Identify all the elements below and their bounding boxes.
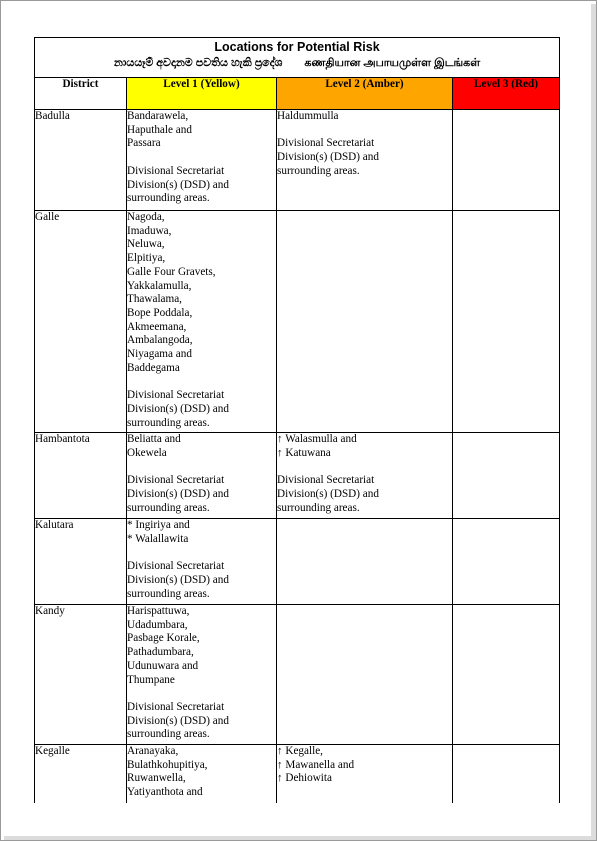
location-line: ↑ Dehiowita xyxy=(277,772,332,785)
location-line: ↑ Kegalle, xyxy=(277,745,323,757)
location-line: Bandarawela, xyxy=(127,110,189,122)
risk-locations-table xyxy=(34,37,560,803)
location-line: ↑ Mawanella and xyxy=(277,758,355,771)
location-line: Nagoda, xyxy=(127,211,165,223)
location-line: Division(s) (DSD) and xyxy=(127,178,229,191)
level1-cell xyxy=(127,433,277,519)
location-line: Thumpane xyxy=(127,673,175,686)
location-line: Pasbage Korale, xyxy=(127,632,200,645)
location-line xyxy=(127,460,276,474)
page-subtitle xyxy=(35,56,559,70)
location-line: Aranayaka, xyxy=(127,745,179,757)
location-line: Divisional Secretariat xyxy=(277,474,375,487)
level1-cell xyxy=(127,211,277,433)
location-line: ↑ Walasmulla and xyxy=(277,433,357,445)
location-line: Okewela xyxy=(127,446,167,459)
location-line: surrounding areas. xyxy=(127,728,210,741)
location-line: Niyagama and xyxy=(127,348,192,361)
table-row xyxy=(35,433,560,519)
location-line: Ambalangoda, xyxy=(127,334,193,347)
location-line: Beliatta and xyxy=(127,433,181,445)
location-line: Akmeemana, xyxy=(127,320,187,333)
level1-cell xyxy=(127,605,277,745)
table-row xyxy=(35,605,560,745)
level1-cell xyxy=(127,519,277,605)
level3-cell xyxy=(453,745,560,803)
location-line: Udadumbara, xyxy=(127,618,188,631)
subtitle-tamil: கணதியான அபாயமுள்ள இடங்கள் xyxy=(304,57,481,69)
table-row xyxy=(35,211,560,433)
location-line: Elpitiya, xyxy=(127,252,166,265)
page-shadow xyxy=(4,836,596,840)
location-line xyxy=(277,460,452,474)
district-cell: Kegalle xyxy=(35,745,127,803)
location-line: Harispattuwa, xyxy=(127,605,190,617)
district-cell: Hambantota xyxy=(35,433,127,519)
page-shadow xyxy=(591,4,596,840)
column-header-level1: Level 1 (Yellow) xyxy=(127,78,277,110)
location-line xyxy=(127,375,276,389)
location-line: * Ingiriya and xyxy=(127,519,190,531)
location-line: Division(s) (DSD) and xyxy=(277,487,379,500)
level3-cell xyxy=(453,433,560,519)
location-line: ↑ Katuwana xyxy=(277,446,331,459)
location-line: Galle Four Gravets, xyxy=(127,265,216,278)
location-line: Neluwa, xyxy=(127,238,165,251)
level1-cell xyxy=(127,745,277,803)
location-line: surrounding areas. xyxy=(127,416,210,429)
column-header-district: District xyxy=(35,78,127,110)
location-line: Baddegama xyxy=(127,361,180,374)
location-line xyxy=(127,687,276,701)
level2-cell xyxy=(277,605,453,745)
location-line xyxy=(127,151,276,165)
location-line: Divisional Secretariat xyxy=(127,700,225,713)
location-line: Bope Poddala, xyxy=(127,306,193,319)
level3-cell xyxy=(453,110,560,211)
level2-cell xyxy=(277,433,453,519)
location-line: surrounding areas. xyxy=(127,192,210,205)
table-row xyxy=(35,519,560,605)
location-line: surrounding areas. xyxy=(127,501,210,514)
location-line: * Walallawita xyxy=(127,532,189,545)
subtitle-sinhala: නායයෑම් අවදානම පවතිය හැකි ප්‍රදේශ xyxy=(113,57,283,69)
location-line xyxy=(127,546,276,560)
location-line: Division(s) (DSD) and xyxy=(127,714,229,727)
location-line: Divisional Secretariat xyxy=(127,389,225,402)
location-line: Division(s) (DSD) and xyxy=(127,487,229,500)
table-row xyxy=(35,110,560,211)
location-line: Division(s) (DSD) and xyxy=(277,151,379,164)
location-line: Division(s) (DSD) and xyxy=(127,402,229,415)
location-line: Divisional Secretariat xyxy=(127,164,225,177)
district-cell: Badulla xyxy=(35,110,127,211)
level3-cell xyxy=(453,519,560,605)
location-line: Passara xyxy=(127,137,161,150)
level2-cell xyxy=(277,110,453,211)
location-line: Divisional Secretariat xyxy=(127,474,225,487)
page-title: Locations for Potential Risk xyxy=(214,40,380,54)
level3-cell xyxy=(453,605,560,745)
table-row xyxy=(35,745,560,803)
location-line: Udunuwara and xyxy=(127,659,199,672)
location-line: Yakkalamulla, xyxy=(127,279,192,292)
level2-cell xyxy=(277,519,453,605)
district-cell: Kalutara xyxy=(35,519,127,605)
level1-cell xyxy=(127,110,277,211)
location-line: surrounding areas. xyxy=(277,164,360,177)
table-title-cell xyxy=(35,38,560,78)
location-line: Yatiyanthota and xyxy=(127,786,203,799)
district-cell: Galle xyxy=(35,211,127,433)
location-line: Division(s) (DSD) and xyxy=(127,573,229,586)
location-line xyxy=(277,124,452,138)
location-line: Thawalama, xyxy=(127,293,182,306)
level2-cell xyxy=(277,211,453,433)
location-line: Bulathkohupitiya, xyxy=(127,758,208,771)
location-line: Haputhale and xyxy=(127,123,192,136)
location-line: Haldummulla xyxy=(277,110,339,122)
location-line: surrounding areas. xyxy=(277,501,360,514)
location-line: Pathadumbara, xyxy=(127,646,194,659)
column-header-level2: Level 2 (Amber) xyxy=(277,78,453,110)
location-line: Divisional Secretariat xyxy=(277,137,375,150)
location-line: surrounding areas. xyxy=(127,587,210,600)
location-line: Imaduwa, xyxy=(127,224,172,237)
location-line: Ruwanwella, xyxy=(127,772,186,785)
location-line: Divisional Secretariat xyxy=(127,560,225,573)
level3-cell xyxy=(453,211,560,433)
district-cell: Kandy xyxy=(35,605,127,745)
column-header-level3: Level 3 (Red) xyxy=(453,78,560,110)
level2-cell xyxy=(277,745,453,803)
